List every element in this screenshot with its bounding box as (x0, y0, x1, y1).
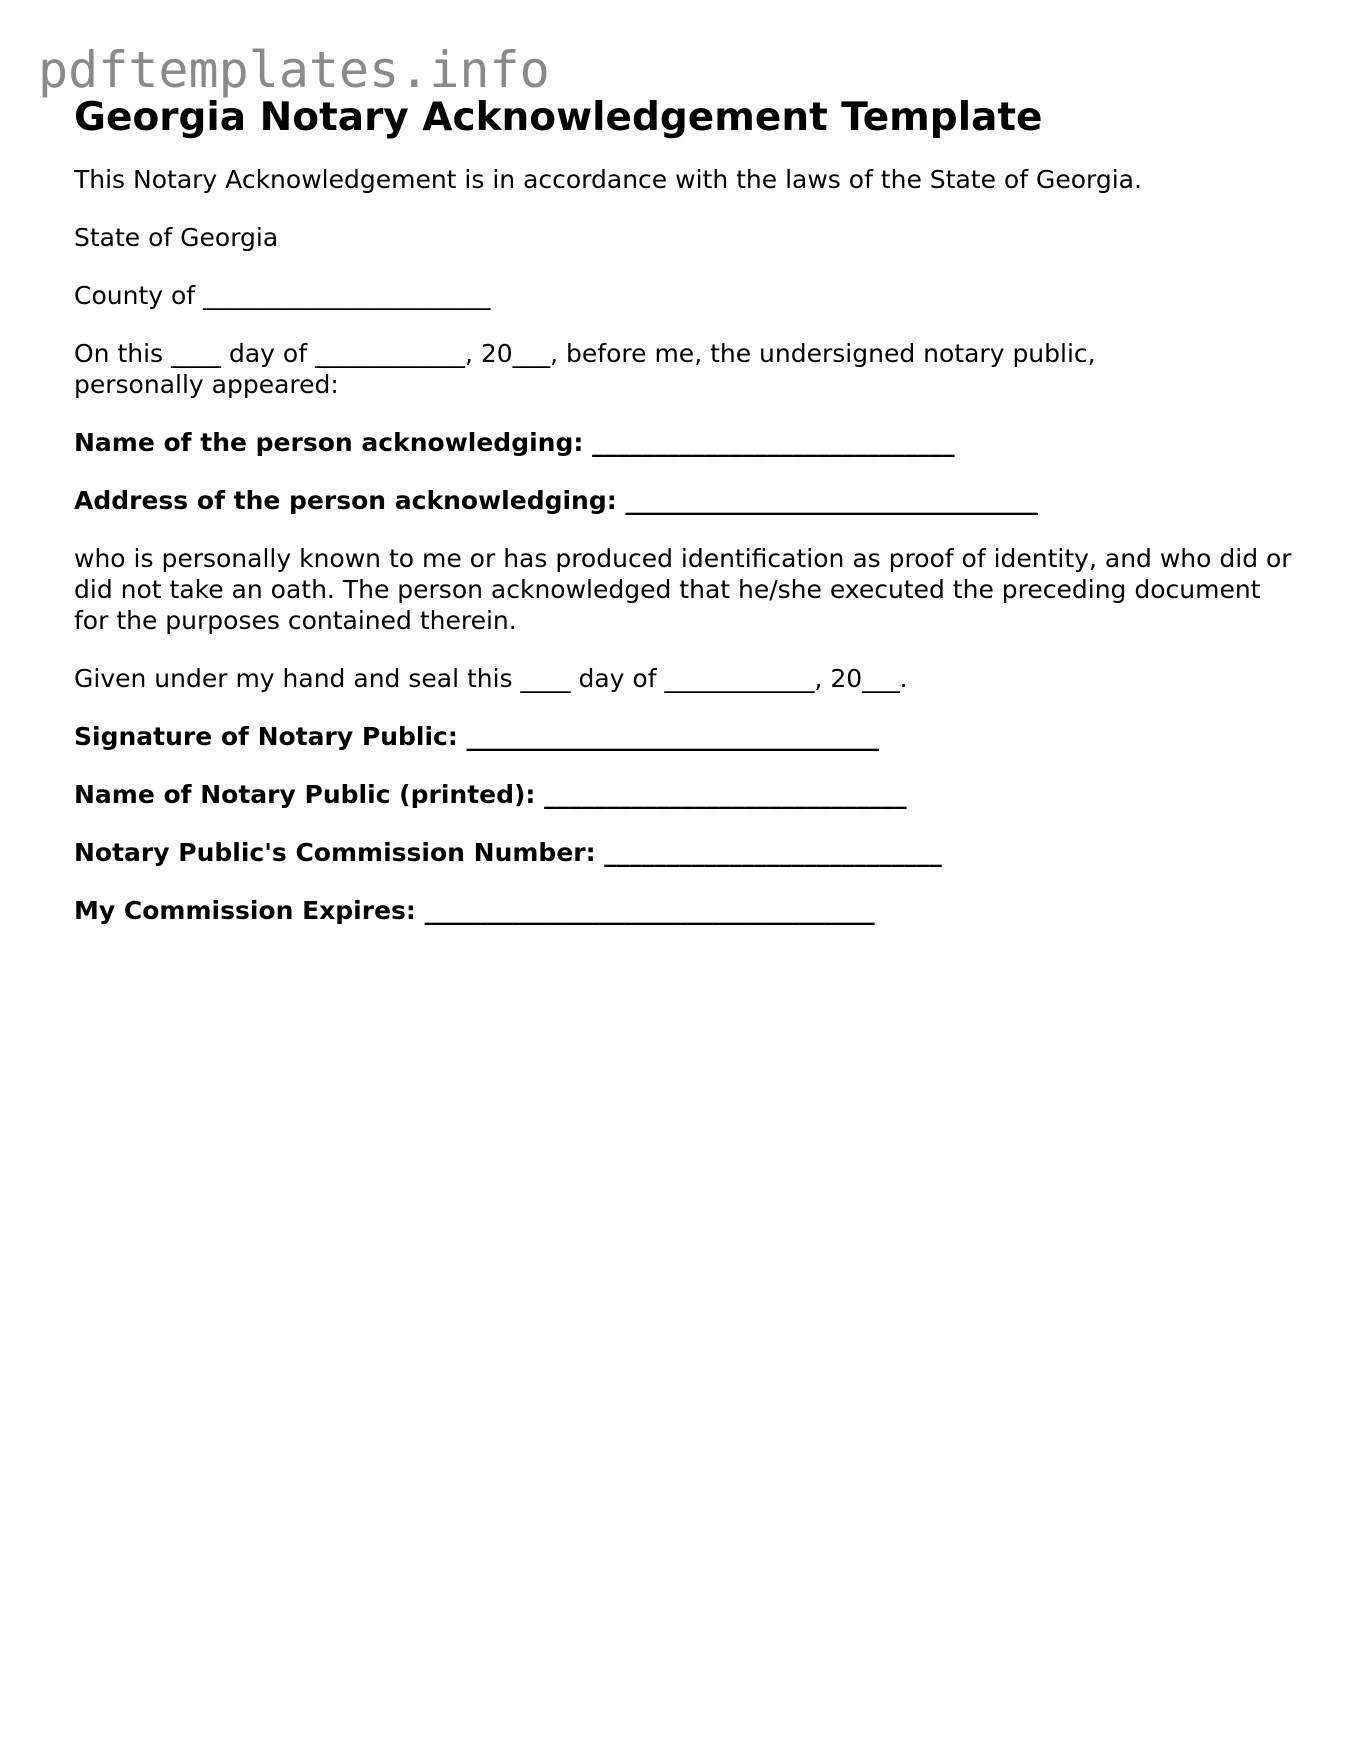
appearance-statement: On this ____ day of ____________, 20___, before me, the undersigned notary public, personally appeared: (74, 339, 1096, 399)
intro-statement: This Notary Acknowledgement is in accordance with the laws of the State of Georgia. (74, 165, 1142, 194)
state-line: State of Georgia (74, 223, 279, 252)
name-of-person-field: Name of the person acknowledging: _____________________________ (74, 428, 955, 457)
watermark: pdftemplates.info (38, 41, 550, 99)
commission-number-field: Notary Public's Commission Number: ___________________________ (74, 838, 942, 867)
document-title: Georgia Notary Acknowledgement Template (74, 95, 1043, 140)
commission-expires-field: My Commission Expires: ____________________________________ (74, 896, 875, 925)
address-of-person-field: Address of the person acknowledging: _________________________________ (74, 486, 1038, 515)
document (74, 88, 1294, 926)
county-line: County of _______________________ (74, 281, 491, 310)
given-under-hand-line: Given under my hand and seal this ____ day of ____________, 20___. (74, 664, 908, 693)
identity-paragraph: who is personally known to me or has produced identification as proof of identity, and who did or did not take an oath. The person acknowledged that he/she executed the preceding document for the purposes contained therein. (74, 544, 1292, 635)
notary-printed-name-field: Name of Notary Public (printed): _____________________________ (74, 780, 907, 809)
notary-signature-field: Signature of Notary Public: _________________________________ (74, 722, 880, 751)
